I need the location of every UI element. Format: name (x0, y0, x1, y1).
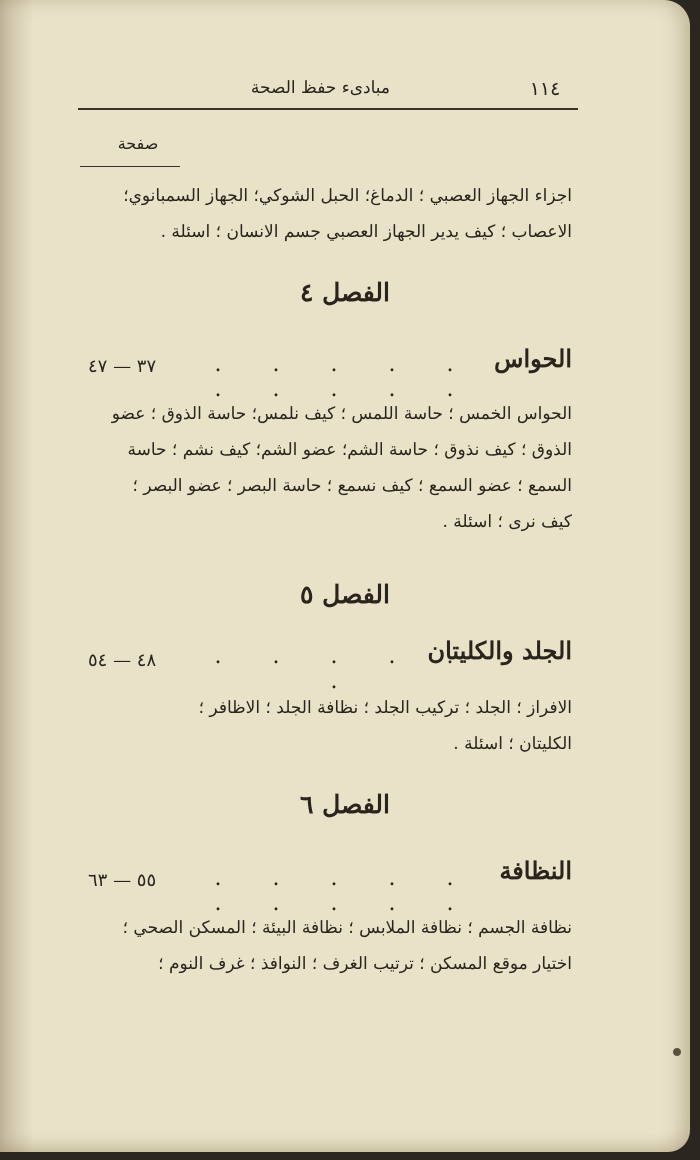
paragraph-line: الحواس الخمس ؛ حاسة اللمس ؛ كيف نلمس؛ حاسة الذوق ؛ عضو (111, 404, 572, 424)
leader-dots: . . . . . . (214, 644, 476, 694)
chapter-summary (102, 910, 572, 982)
paragraph-line: الاعصاب ؛ كيف يدير الجهاز العصبي جسم الانسان ؛ اسئلة . (160, 222, 572, 242)
paragraph-line: الكليتان ؛ اسئلة . (453, 734, 572, 754)
chapter-summary (102, 396, 572, 540)
page-range: ٤٨ — ٥٤ (88, 650, 157, 671)
ink-spot (673, 1048, 681, 1056)
paragraph-line: اجزاء الجهاز العصبي ؛ الدماغ؛ الحبل الشوكي؛ الجهاز السمبانوي؛ (123, 186, 572, 206)
paragraph-line: كيف نرى ؛ اسئلة . (442, 512, 572, 532)
paragraph-line: نظافة الجسم ؛ نظافة الملابس ؛ نظافة البيئة ؛ المسكن الصحي ؛ (122, 918, 572, 938)
leader-dots: . . . . . . . . . . (214, 352, 476, 402)
chapter-summary (102, 690, 572, 762)
page-column-label: صفحة (117, 134, 159, 153)
paragraph-line: اختيار موقع المسكن ؛ ترتيب الغرف ؛ النوافذ ؛ غرف النوم ؛ (158, 954, 572, 974)
page-column-rule (80, 166, 180, 167)
leader-dots: . . . . . . . . . . (214, 866, 476, 916)
chapter-heading: الفصل ٦ (300, 790, 390, 819)
chapter-heading: الفصل ٤ (300, 278, 390, 307)
paragraph-line: الافراز ؛ الجلد ؛ تركيب الجلد ؛ نظافة الجلد ؛ الاظافر ؛ (198, 698, 572, 718)
entry-title: النظافة (499, 856, 572, 885)
page-number: ١١٤ (529, 78, 561, 100)
entry-title: الحواس (494, 344, 572, 373)
header-rule (78, 108, 578, 110)
intro-paragraph (102, 178, 572, 250)
page-range: ٣٧ — ٤٧ (88, 356, 157, 377)
running-header-title: مبادیء حفظ الصحة (250, 78, 390, 98)
page-range: ٥٥ — ٦٣ (88, 870, 157, 891)
chapter-heading: الفصل ٥ (300, 580, 390, 609)
spine-shadow (0, 0, 34, 1152)
entry-title: الجلد والكليتان (427, 636, 572, 665)
paragraph-line: السمع ؛ عضو السمع ؛ كيف نسمع ؛ حاسة البصر ؛ عضو البصر ؛ (132, 476, 572, 496)
paragraph-line: الذوق ؛ كيف نذوق ؛ حاسة الشم؛ عضو الشم؛ كيف نشم ؛ حاسة (127, 440, 572, 460)
